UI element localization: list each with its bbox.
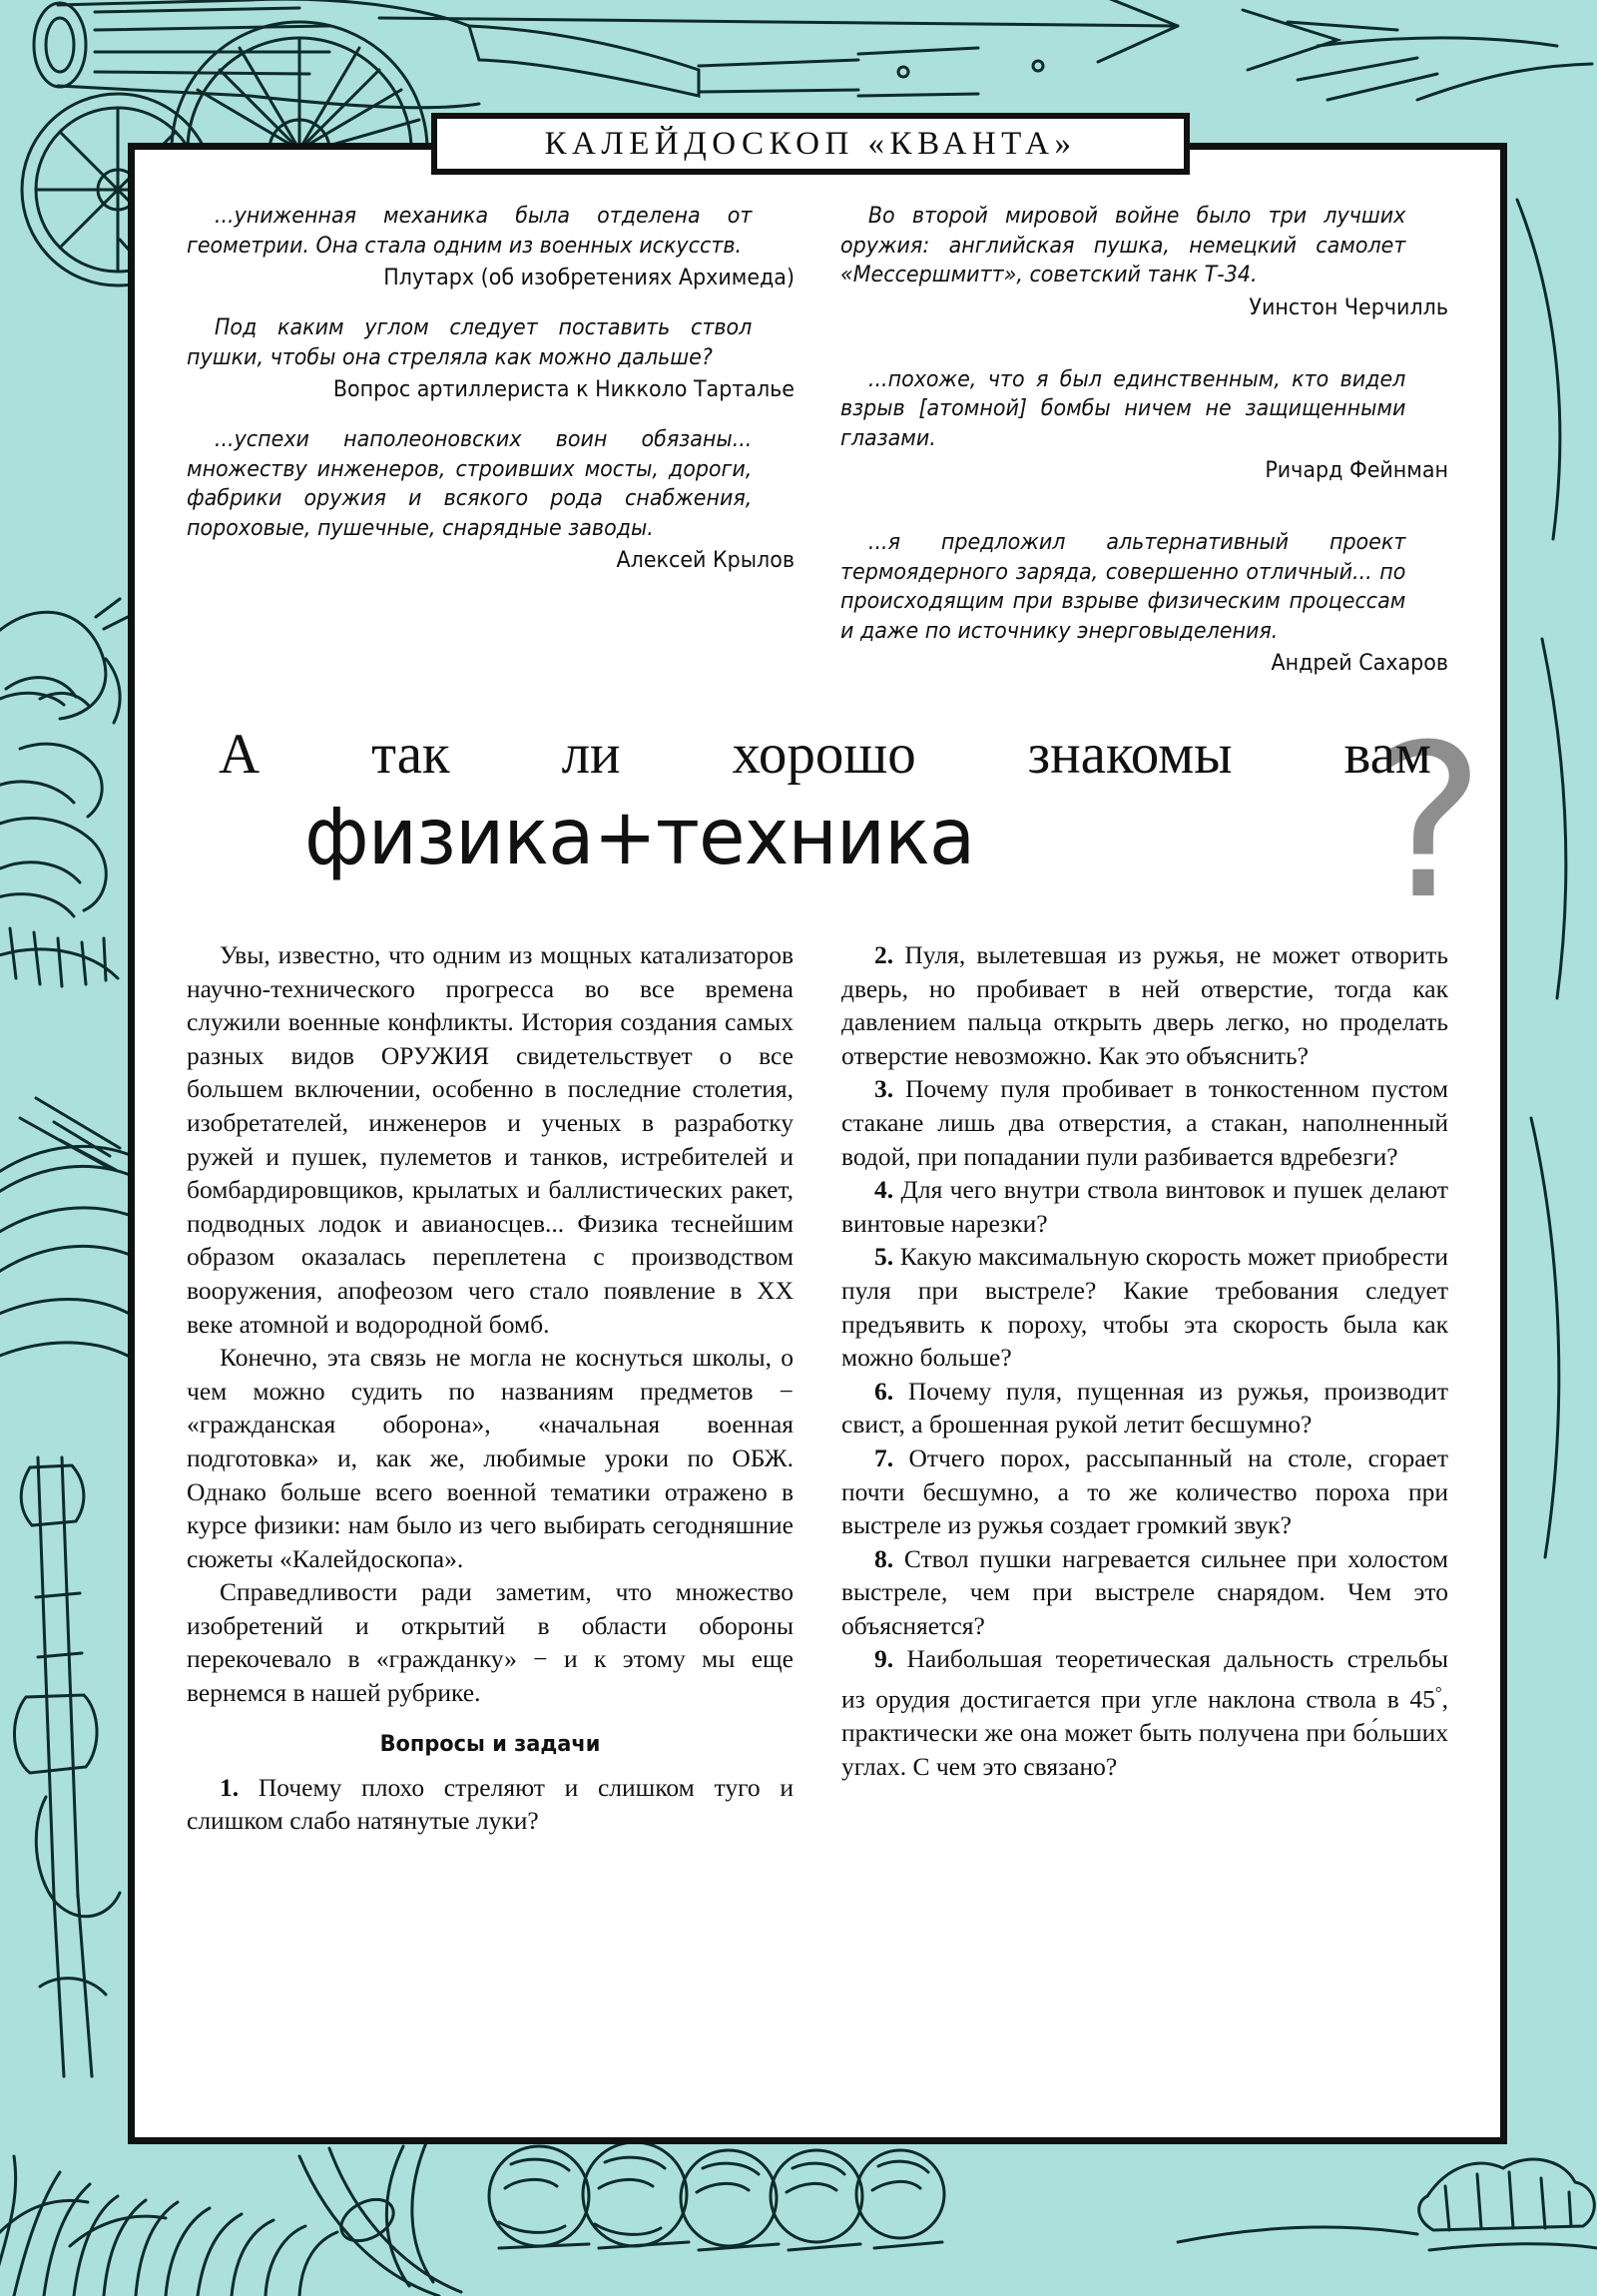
arrow-icon	[379, 0, 1592, 100]
body-column-left	[187, 938, 794, 1838]
question-text: Почему пуля, пущенная из ружья, производит свист, а брошенная рукой летит бесшумно?	[841, 1376, 1448, 1439]
archimedes-portrait	[0, 599, 128, 986]
question-number: 5.	[874, 1242, 894, 1272]
degree-symbol: °	[1434, 1683, 1442, 1703]
cannonballs-icon	[489, 2142, 944, 2250]
quotes-column-right	[840, 202, 1448, 699]
quotes-column-left	[187, 202, 795, 699]
musket-icon	[14, 1457, 120, 2076]
quote-item	[187, 202, 795, 293]
quotes-block	[187, 202, 1448, 699]
trees-icon	[1178, 2159, 1597, 2250]
section-header-box	[431, 113, 1190, 175]
question-number: 6.	[874, 1376, 894, 1406]
body-column-right	[841, 938, 1448, 1838]
question-text: Почему пуля пробивает в тонкостенном пустом стакане лишь два отверстия, а стакан, наполненный водой, при попадании пули разбивается вдребезги?	[841, 1074, 1448, 1171]
question-item	[841, 1173, 1448, 1240]
questions-heading: Вопросы и задачи	[379, 1731, 601, 1757]
question-item	[841, 1542, 1448, 1643]
content-panel	[128, 143, 1507, 2144]
question-number: 9.	[874, 1644, 894, 1674]
question-item	[841, 1240, 1448, 1374]
question-mark-decoration: ?	[1372, 699, 1485, 945]
angle-value: 45	[1409, 1684, 1435, 1714]
question-text: Пуля, вылетевшая из ружья, не может отворить дверь, но пробивает в ней отверстие, тогда как давлением пальца открыть дверь легко, но проделать отверстие невозможно. Как это объяснить?	[841, 940, 1448, 1070]
question-item	[187, 1771, 794, 1838]
quote-item	[840, 202, 1448, 323]
question-text: Отчего порох, рассыпанный на столе, сгорает почти бесшумно, а то же количество пороха при выстреле из ружья создает громкий звук?	[841, 1442, 1449, 1540]
quote-author: Ричард Фейнман	[1265, 457, 1448, 483]
question-text: Какую максимальную скорость может приобрести пуля при выстреле? Какие требования следует предъявить к пороху, чтобы эта скорость была как можно больше?	[841, 1242, 1448, 1373]
intro-paragraph: Справедливости ради заметим, что множество изобретений и открытий в области обороны перекочевало в «гражданку» − и к этому мы еще вернемся в нашей рубрике.	[187, 1577, 794, 1708]
intro-paragraph: Конечно, эта связь не могла не коснуться школы, о чем можно судить по названиям предметов − «гражданская оборона», «начальная военная подготовка» и, как же, любимые уроки по ОБЖ. Однако больше всего военной тематики отражено в курсе физики: нам было из чего выбирать сегодняшние сюжеты «Калейдоскопа».	[187, 1343, 794, 1573]
question-number: 2.	[874, 940, 894, 969]
question-text: Для чего внутри ствола винтовок и пушек делают винтовые нарезки?	[841, 1175, 1448, 1238]
question-item	[841, 1072, 1448, 1173]
quote-author: Уинстон Черчилль	[1249, 293, 1448, 320]
question-text-after-angle: , практически же она может быть получена при бо́льших углах. С чем это связано?	[841, 1684, 1448, 1781]
quote-text: ...успехи наполеоновских воин обязаны... множеству инженеров, строивших мосты, дороги, фабрики оружия и всякого рода снабжения, пороховые, пушечные, снарядные заводы.	[187, 426, 753, 541]
question-item	[841, 1441, 1448, 1542]
article-body	[187, 938, 1448, 1838]
question-item	[841, 938, 1448, 1072]
quote-text: ...униженная механика была отделена от геометрии. Она стала одним из военных искусств.	[187, 203, 753, 259]
question-number: 3.	[874, 1074, 894, 1104]
quote-item	[840, 365, 1448, 487]
quote-author: Алексей Крылов	[616, 547, 795, 573]
bow-icon	[299, 2140, 461, 2296]
question-number: 7.	[874, 1442, 894, 1472]
question-number: 4.	[874, 1175, 894, 1205]
page-title-line1: А так ли хорошо знакомы вам	[219, 723, 1431, 786]
quote-text: ...я предложил альтернативный проект термоядерного заряда, совершенно отличный... по происходящим при взрыве физическим процессам и даже по источнику энерговыделения.	[840, 529, 1406, 644]
quote-item	[840, 528, 1448, 679]
question-number: 1.	[220, 1772, 240, 1802]
quote-author: Вопрос артиллериста к Никколо Тарталье	[332, 376, 795, 402]
quote-author: Андрей Сахаров	[1271, 650, 1448, 676]
question-text-before-angle: Наибольшая теоретическая дальность стрельбы из орудия достигается при угле наклона ствола в	[841, 1644, 1448, 1714]
page-title-line2: физика+техника	[304, 793, 975, 882]
article-title	[187, 699, 1485, 945]
quote-item	[187, 313, 795, 405]
trajectory-line	[1517, 200, 1566, 1557]
quote-item	[187, 425, 795, 576]
grass-icon	[0, 2156, 337, 2296]
quote-text: Во второй мировой войне было три лучших оружия: английская пушка, немецкий самолет «Мессершмитт», советский танк Т-34.	[840, 203, 1406, 287]
quote-text: Под каким углом следует поставить ствол пушки, чтобы она стреляла как можно дальше?	[187, 314, 753, 370]
question-item	[841, 1375, 1448, 1441]
question-text: Почему плохо стреляют и слишком туго и слишком слабо натянутые луки?	[187, 1772, 794, 1836]
quote-author: Плутарх (об изобретениях Архимеда)	[383, 265, 795, 290]
quote-spacer	[840, 343, 1448, 365]
question-text: Ствол пушки нагревается сильнее при холостом выстреле, чем при выстреле снарядом. Чем это объясняется?	[841, 1543, 1449, 1640]
question-item	[841, 1642, 1448, 1783]
question-number: 8.	[874, 1543, 894, 1573]
section-header-title: КАЛЕЙДОСКОП «КВАНТА»	[544, 125, 1077, 162]
quote-spacer	[840, 506, 1448, 528]
quote-text: ...похоже, что я был единственным, кто видел взрыв [атомной] бомбы ничем не защищенными глазами.	[840, 365, 1406, 451]
intro-paragraph: Увы, известно, что одним из мощных катализаторов научно-технического прогресса во все времена служили военные конфликты. История создания самых разных видов ОРУЖИЯ свидетельствует о все большем включении, особенно в последние столетия, изобретателей, инженеров и ученых в разработку ружей и пушек, пулеметов и танков, истребителей и бомбардировщиков, крылатых и баллистических ракет, подводных лодок и авианосцев... Физика теснейшим образом оказалась переплетена с производством вооружения, апофеозом чего стало появление в XX веке атомной и водородной бомб.	[187, 940, 794, 1339]
